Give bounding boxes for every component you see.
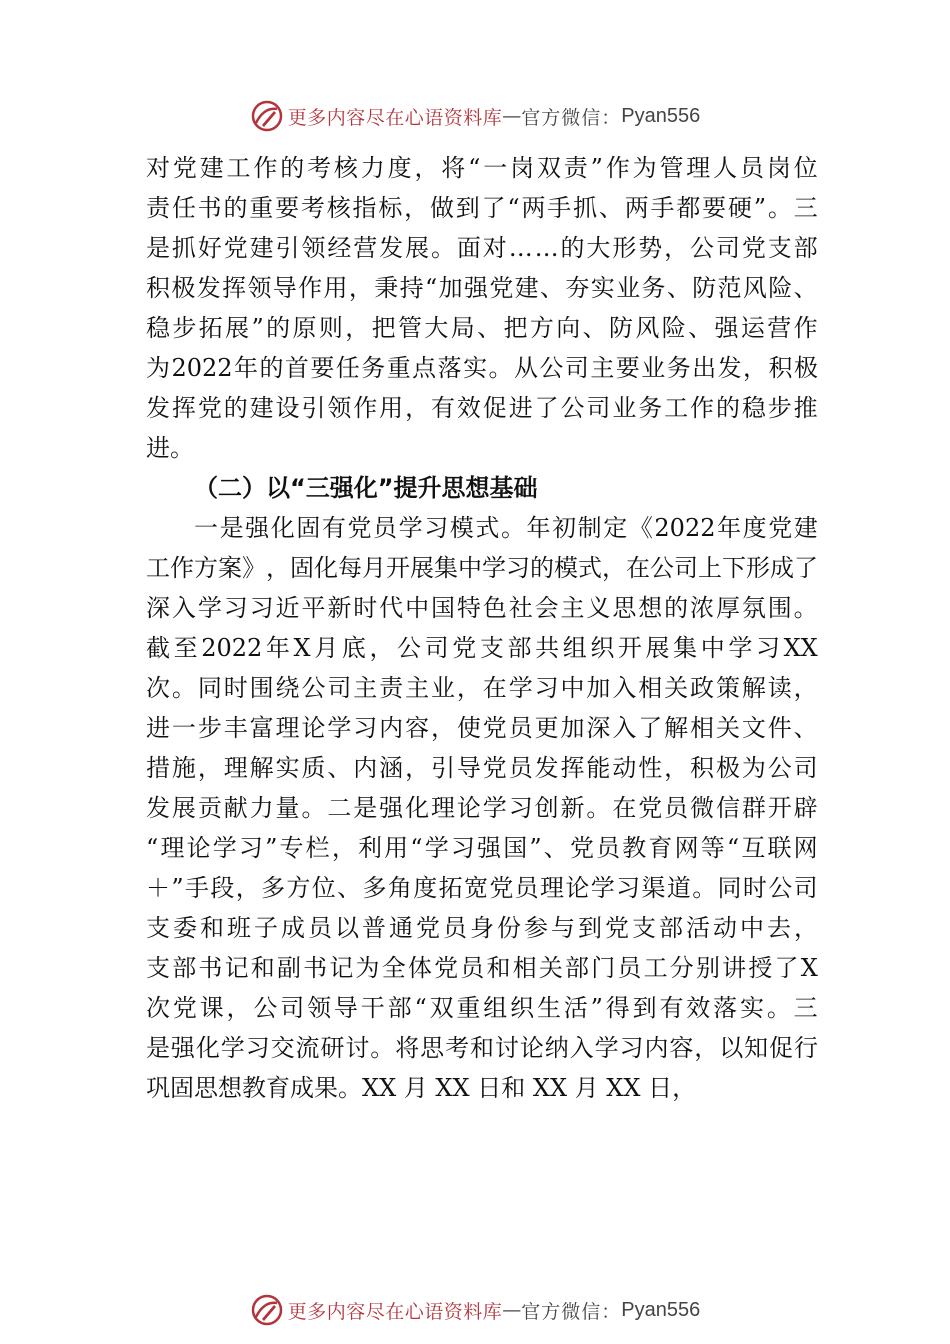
banner-main-text: 更多内容尽在心语资料库 bbox=[287, 106, 503, 129]
paragraph-before-heading bbox=[146, 148, 818, 468]
banner-label: 官方微信： bbox=[521, 106, 622, 129]
text-line: 次 。 同 时 围 绕 公 司 主 责 主 业 ， 在 学 习 中 加 入 相 关 政 策 解 读 ， bbox=[146, 674, 818, 702]
banner-label: 官方微信： bbox=[521, 1300, 622, 1323]
text-line: ＋ ” 手 段 ， 多 方 位 、 多 角 度 拓 宽 党 员 理 论 学 习 渠 道 。 同 时 公 司 bbox=[146, 874, 818, 902]
text-line: 截 至 2022 年 X 月 底 ， 公 司 党 支 部 共 组 织 开 展 集 中 学 习 XX bbox=[146, 634, 818, 662]
text-line: 积 极 发 挥 领 导 作 用 ， 秉 持 “ 加 强 党 建 、 夯 实 业 务 、 防 范 风 险 、 bbox=[146, 274, 818, 302]
text-line: 支 部 书 记 和 副 书 记 为 全 体 党 员 和 相 关 部 门 员 工 分 别 讲 授 了 X bbox=[146, 954, 818, 982]
text-line: 进 一 步 丰 富 理 论 学 习 内 容 ， 使 党 员 更 加 深 入 了 解 相 关 文 件 、 bbox=[146, 714, 818, 742]
text-line: 巩固思想教育成果。XX 月 XX 日和 XX 月 XX 日， bbox=[146, 1074, 697, 1102]
text-line: 对 党 建 工 作 的 考 核 力 度 ， 将 “ 一 岗 双 责 ” 作 为 管 理 人 员 岗 位 bbox=[146, 154, 818, 182]
paragraph-after-heading bbox=[146, 508, 818, 1108]
text-line: “ 理 论 学 习 ” 专 栏 ， 利 用 “ 学 习 强 国 ” 、 党 员 教 育 网 等 “ 互 联 网 bbox=[146, 834, 818, 862]
pen-swirl-logo bbox=[250, 99, 284, 133]
text-line: 次 党 课 ， 公 司 领 导 干 部 “ 双 重 组 织 生 活 ” 得 到 有 效 落 实 。 三 bbox=[146, 994, 818, 1022]
text-line: 措 施 ， 理 解 实 质 、 内 涵 ， 引 导 党 员 发 挥 能 动 性 ， 积 极 为 公 司 bbox=[146, 754, 818, 782]
text-line: 责 任 书 的 重 要 考 核 指 标 ， 做 到 了 “ 两 手 抓 、 两 手 都 要 硬 ” 。 三 bbox=[146, 194, 818, 222]
text-line: 是 强 化 学 习 交 流 研 讨 。 将 思 考 和 讨 论 纳 入 学 习 内 容 ， 以 知 促 行 bbox=[146, 1034, 818, 1062]
text-line: 发 展 贡 献 力 量 。 二 是 强 化 理 论 学 习 创 新 。 在 党 员 微 信 群 开 辟 bbox=[146, 794, 818, 822]
section-heading: （二）以“三强化”提升思想基础 bbox=[194, 474, 538, 502]
text-line: 发 挥 党 的 建 设 引 领 作 用 ， 有 效 促 进 了 公 司 业 务 工 作 的 稳 步 推 bbox=[146, 394, 818, 422]
header-banner bbox=[0, 96, 950, 136]
text-line: 是 抓 好 党 建 引 领 经 营 发 展 。 面 对 … … 的 大 形 势 ， 公 司 党 支 部 bbox=[146, 234, 818, 262]
banner-wechat-id: Pyan556 bbox=[621, 1298, 701, 1321]
text-line: 深 入 学 习 习 近 平 新 时 代 中 国 特 色 社 会 主 义 思 想 的 浓 厚 氛 围 。 bbox=[146, 594, 818, 622]
text-line: 一 是 强 化 固 有 党 员 学 习 模 式 。 年 初 制 定 《 2022 年 度 党 建 bbox=[194, 514, 818, 542]
banner-separator: — bbox=[502, 105, 522, 127]
banner-main-text: 更多内容尽在心语资料库 bbox=[287, 1300, 503, 1323]
footer-banner bbox=[0, 1290, 950, 1330]
banner-separator: — bbox=[502, 1299, 522, 1321]
text-line: 支 委 和 班 子 成 员 以 普 通 党 员 身 份 参 与 到 党 支 部 活 动 中 去 ， bbox=[146, 914, 818, 942]
text-line: 工 作 方 案 》 ， 固 化 每 月 开 展 集 中 学 习 的 模 式 ， 在 公 司 上 下 形 成 了 bbox=[146, 554, 818, 582]
pen-swirl-logo bbox=[250, 1293, 284, 1327]
text-line: 进。 bbox=[146, 434, 194, 462]
banner-wechat-id: Pyan556 bbox=[621, 104, 701, 127]
text-line: 为 2022 年 的 首 要 任 务 重 点 落 实 。 从 公 司 主 要 业 务 出 发 ， 积 极 bbox=[146, 354, 818, 382]
text-line: 稳 步 拓 展 ” 的 原 则 ， 把 管 大 局 、 把 方 向 、 防 风 险 、 强 运 营 作 bbox=[146, 314, 818, 342]
document-body bbox=[146, 148, 818, 1108]
